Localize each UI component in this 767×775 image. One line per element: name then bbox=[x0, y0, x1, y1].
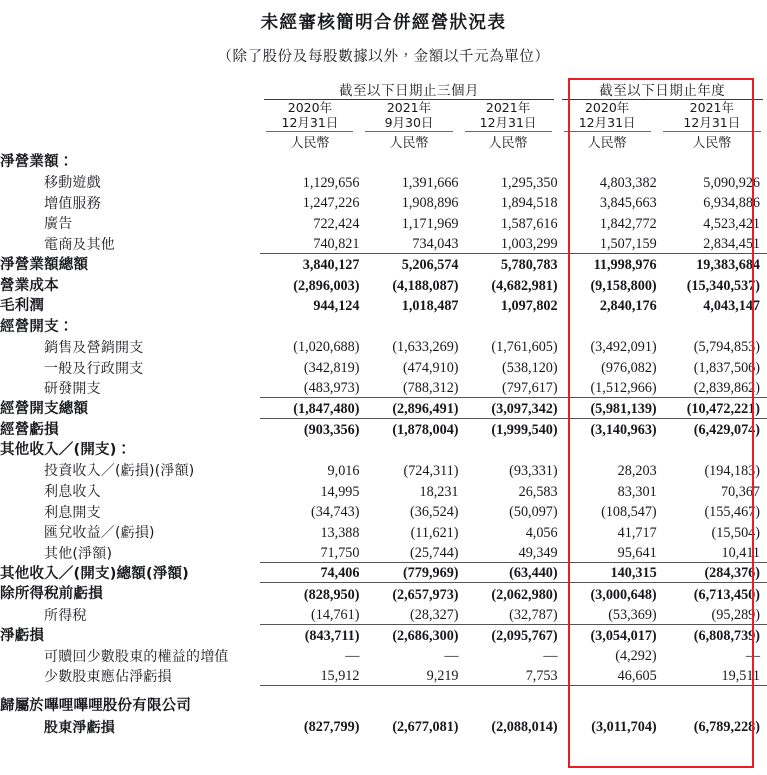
cell-value: 46,605 bbox=[558, 665, 657, 686]
column-day-2: 9月30日 bbox=[384, 115, 434, 131]
cell-value bbox=[657, 439, 767, 460]
cell-value: (2,896,491) bbox=[359, 398, 458, 419]
cell-value: (2,095,767) bbox=[491, 627, 558, 644]
cell-value: (342,819) bbox=[303, 360, 360, 377]
cell-value: 83,301 bbox=[617, 483, 657, 500]
cell-value: (2,088,014) bbox=[491, 719, 558, 736]
column-day-3: 12月31日 bbox=[479, 115, 537, 131]
cell-value: (284,376) bbox=[657, 562, 767, 583]
cell-value: (108,547) bbox=[601, 504, 657, 521]
table-row bbox=[0, 171, 767, 192]
cell-value: (63,440) bbox=[459, 562, 558, 583]
cell-value: (93,331) bbox=[509, 463, 558, 479]
cell-value: 95,641 bbox=[558, 542, 657, 563]
cell-value: (2,896,003) bbox=[293, 277, 360, 294]
cell-value: (36,524) bbox=[410, 504, 459, 521]
cell-value: 1,247,226 bbox=[302, 195, 360, 212]
table-row bbox=[0, 501, 767, 522]
row-label: 一般及行政開支 bbox=[44, 360, 144, 377]
table-row bbox=[0, 315, 767, 336]
currency-4: 人民幣 bbox=[587, 135, 627, 151]
cell-value: 3,845,663 bbox=[599, 195, 657, 212]
cell-value bbox=[558, 695, 657, 716]
cell-value: — bbox=[345, 648, 360, 665]
cell-value: 722,424 bbox=[313, 215, 360, 232]
row-label: 廣告 bbox=[44, 216, 73, 233]
cell-value: — bbox=[444, 648, 459, 665]
cell-value: (1,020,688) bbox=[293, 339, 360, 356]
cell-value: (53,369) bbox=[558, 604, 657, 625]
cell-value: (2,677,081) bbox=[392, 719, 459, 736]
column-year-4: 2020年 bbox=[584, 100, 630, 115]
cell-value: (3,097,342) bbox=[459, 398, 558, 419]
cell-value bbox=[657, 315, 767, 336]
table-row bbox=[0, 624, 767, 645]
cell-value: 5,780,783 bbox=[500, 257, 558, 274]
row-label: 經營虧損 bbox=[0, 421, 59, 438]
cell-value bbox=[657, 151, 767, 172]
cell-value: (32,787) bbox=[459, 604, 558, 625]
row-label: 銷售及營銷開支 bbox=[44, 339, 144, 356]
table-row bbox=[0, 716, 767, 737]
cell-value: 1,003,299 bbox=[459, 233, 558, 254]
cell-value: (6,808,739) bbox=[693, 627, 760, 644]
row-label: 投資收入／(虧損)(淨額) bbox=[44, 463, 195, 480]
cell-value bbox=[359, 439, 458, 460]
table-row bbox=[0, 274, 767, 295]
cell-value: 1,295,350 bbox=[500, 174, 558, 191]
cell-value: 11,998,976 bbox=[593, 257, 657, 274]
row-label: 其他收入／(開支)： bbox=[0, 442, 132, 459]
cell-value: 10,411 bbox=[657, 542, 767, 563]
cell-value bbox=[558, 315, 657, 336]
row-label: 其他(淨額) bbox=[44, 545, 113, 562]
cell-value: 74,406 bbox=[260, 562, 359, 583]
cell-value: 1,018,487 bbox=[401, 298, 459, 315]
cell-value: (903,356) bbox=[303, 421, 360, 438]
cell-value bbox=[260, 315, 359, 336]
cell-value: — bbox=[745, 648, 760, 665]
cell-value: (2,839,862) bbox=[657, 377, 767, 398]
cell-value: 140,315 bbox=[558, 562, 657, 583]
row-label: 增值服務 bbox=[44, 195, 101, 212]
column-dates-row bbox=[0, 100, 767, 131]
cell-value: (4,682,981) bbox=[491, 277, 558, 294]
cell-value: 14,995 bbox=[320, 483, 360, 500]
cell-value: (5,794,853) bbox=[693, 339, 760, 356]
cell-value bbox=[459, 695, 558, 716]
row-label: 經營開支總額 bbox=[0, 401, 89, 418]
cell-value: (6,429,074) bbox=[693, 421, 760, 438]
cell-value: 4,803,382 bbox=[599, 174, 657, 191]
cell-value: 5,206,574 bbox=[401, 257, 459, 274]
dates-spacer bbox=[0, 100, 260, 131]
cell-value: 9,219 bbox=[359, 665, 458, 686]
row-label: 利息開支 bbox=[44, 504, 101, 521]
row-label: 毛利潤 bbox=[0, 298, 45, 315]
row-label: 移動遊戲 bbox=[44, 175, 101, 192]
cell-value: (50,097) bbox=[509, 504, 558, 521]
cell-value: 19,511 bbox=[657, 665, 767, 686]
cell-value: 1,894,518 bbox=[500, 195, 558, 212]
table-row bbox=[0, 583, 767, 604]
cell-value: (3,140,963) bbox=[590, 421, 657, 438]
row-label: 除所得稅前虧損 bbox=[0, 586, 103, 603]
row-label: 可贖回少數股東的權益的增值 bbox=[44, 648, 229, 665]
currency-3: 人民幣 bbox=[488, 135, 528, 151]
cell-value: 13,388 bbox=[320, 524, 360, 541]
cell-value: (2,657,973) bbox=[392, 586, 459, 603]
cell-value: 9,016 bbox=[327, 463, 360, 479]
cell-value: (538,120) bbox=[502, 360, 558, 377]
page-title: 未經審核簡明合併經營狀況表 bbox=[260, 13, 507, 33]
row-label: 研發開支 bbox=[44, 381, 101, 398]
cell-value: (194,183) bbox=[704, 463, 760, 479]
row-label: 電商及其他 bbox=[44, 236, 115, 253]
cell-value bbox=[260, 695, 359, 716]
column-group-row bbox=[0, 78, 767, 99]
cell-value: 734,043 bbox=[359, 233, 458, 254]
column-day-1: 12月31日 bbox=[281, 115, 339, 131]
cell-value bbox=[657, 695, 767, 716]
row-spacer-cell bbox=[0, 686, 767, 695]
cell-value: (3,492,091) bbox=[590, 339, 657, 356]
cell-value: 3,840,127 bbox=[302, 257, 360, 274]
cell-value: 1,908,896 bbox=[401, 195, 459, 212]
cell-value: (779,969) bbox=[359, 562, 458, 583]
cell-value: (11,621) bbox=[410, 524, 459, 541]
page-subtitle: （除了股份及每股數據以外，金額以千元為單位） bbox=[217, 49, 550, 66]
cell-value: 71,750 bbox=[260, 542, 359, 563]
table-row bbox=[0, 418, 767, 439]
cell-value: (6,713,450) bbox=[693, 586, 760, 603]
table-row bbox=[0, 253, 767, 274]
cell-value: 70,367 bbox=[720, 483, 760, 500]
cell-value: (1,878,004) bbox=[392, 421, 459, 438]
table-row bbox=[0, 336, 767, 357]
table-row bbox=[0, 233, 767, 254]
row-label: 少數股東應佔淨虧損 bbox=[44, 669, 172, 686]
cell-value: (1,761,605) bbox=[491, 339, 558, 356]
currency-1: 人民幣 bbox=[290, 135, 330, 151]
cell-value bbox=[359, 315, 458, 336]
cell-value: (25,744) bbox=[359, 542, 458, 563]
table-row bbox=[0, 480, 767, 501]
cell-value: 1,587,616 bbox=[500, 215, 558, 232]
cell-value: 1,391,666 bbox=[401, 174, 459, 191]
cell-value: 15,912 bbox=[260, 665, 359, 686]
cell-value: 28,203 bbox=[617, 463, 657, 479]
cell-value: (843,711) bbox=[304, 627, 360, 644]
table-row bbox=[0, 562, 767, 583]
currency-spacer bbox=[0, 132, 260, 151]
column-group-full-year: 截至以下日期止年度 bbox=[599, 83, 726, 99]
cell-value: 2,840,176 bbox=[599, 298, 657, 315]
row-label: 淨營業額： bbox=[0, 153, 74, 170]
cell-value: 1,097,802 bbox=[500, 298, 558, 315]
cell-value: (3,011,704) bbox=[591, 719, 657, 736]
cell-value: 4,056 bbox=[525, 524, 558, 541]
cell-value: (3,000,648) bbox=[590, 586, 657, 603]
cell-value: (724,311) bbox=[403, 463, 459, 479]
row-label: 股東淨虧損 bbox=[44, 719, 115, 736]
cell-value bbox=[260, 151, 359, 172]
cell-value: 1,507,159 bbox=[558, 233, 657, 254]
table-row bbox=[0, 439, 767, 460]
row-label: 營業成本 bbox=[0, 277, 59, 294]
column-year-2: 2021年 bbox=[386, 100, 432, 115]
row-label: 其他收入／(開支)總額(淨額) bbox=[0, 565, 190, 582]
cell-value: 49,349 bbox=[459, 542, 558, 563]
cell-value: (2,686,300) bbox=[392, 627, 459, 644]
cell-value: (788,312) bbox=[359, 377, 458, 398]
column-year-5: 2021年 bbox=[689, 100, 734, 115]
table-row bbox=[0, 521, 767, 542]
cell-value: 2,834,451 bbox=[657, 233, 767, 254]
table-row bbox=[0, 459, 767, 480]
column-date-1 bbox=[260, 100, 359, 131]
cell-value: (4,188,087) bbox=[392, 277, 459, 294]
financial-statement-table bbox=[0, 78, 767, 736]
table-body bbox=[0, 151, 767, 737]
financial-statement-table-wrapper bbox=[0, 78, 767, 736]
cell-value: 18,231 bbox=[419, 483, 459, 500]
cell-value: 7,753 bbox=[459, 665, 558, 686]
cell-value: (1,847,480) bbox=[260, 398, 359, 419]
currency-2: 人民幣 bbox=[389, 135, 429, 151]
cell-value bbox=[359, 695, 458, 716]
cell-value bbox=[558, 151, 657, 172]
table-row bbox=[0, 212, 767, 233]
table-row bbox=[0, 645, 767, 666]
column-day-5: 12月31日 bbox=[683, 115, 741, 131]
cell-value: 1,129,656 bbox=[302, 174, 360, 191]
cell-value: 41,717 bbox=[617, 524, 657, 541]
cell-value: (95,289) bbox=[657, 604, 767, 625]
row-label: 經營開支： bbox=[0, 318, 74, 335]
cell-value: (6,789,228) bbox=[693, 719, 760, 736]
column-year-3: 2021年 bbox=[485, 100, 531, 115]
cell-value: (15,504) bbox=[711, 524, 760, 541]
cell-value bbox=[359, 151, 458, 172]
currency-row bbox=[0, 132, 767, 151]
cell-value: 19,383,684 bbox=[696, 257, 760, 274]
table-row bbox=[0, 665, 767, 686]
column-date-5 bbox=[657, 100, 767, 131]
cell-value: 1,171,969 bbox=[401, 215, 459, 232]
table-row bbox=[0, 604, 767, 625]
cell-value: (474,910) bbox=[402, 360, 459, 377]
cell-value: 944,124 bbox=[313, 298, 360, 315]
cell-value: 1,842,772 bbox=[599, 215, 657, 232]
column-group-three-months: 截至以下日期止三個月 bbox=[339, 83, 480, 99]
table-row bbox=[0, 695, 767, 716]
cell-value: — bbox=[543, 648, 558, 665]
cell-value bbox=[558, 439, 657, 460]
column-date-4 bbox=[558, 100, 657, 131]
cell-value: (1,512,966) bbox=[558, 377, 657, 398]
cell-value: 740,821 bbox=[260, 233, 359, 254]
table-header bbox=[0, 78, 767, 151]
cell-value: (4,292) bbox=[615, 648, 657, 665]
cell-value: (1,999,540) bbox=[491, 421, 558, 438]
cell-value bbox=[459, 151, 558, 172]
cell-value: (3,054,017) bbox=[590, 627, 657, 644]
cell-value: (976,082) bbox=[601, 360, 657, 377]
table-row bbox=[0, 377, 767, 398]
row-label: 匯兌收益／(虧損) bbox=[44, 525, 155, 542]
header-spacer bbox=[0, 78, 260, 99]
cell-value: (155,467) bbox=[704, 504, 760, 521]
cell-value bbox=[459, 439, 558, 460]
currency-5: 人民幣 bbox=[692, 135, 732, 151]
row-label: 淨營業額總額 bbox=[0, 256, 89, 273]
cell-value: (828,950) bbox=[303, 586, 360, 603]
column-day-4: 12月31日 bbox=[578, 115, 636, 131]
cell-value: (797,617) bbox=[459, 377, 558, 398]
cell-value: (2,062,980) bbox=[491, 586, 558, 603]
table-row bbox=[0, 192, 767, 213]
row-label: 歸屬於嗶哩嗶哩股份有限公司 bbox=[0, 698, 192, 715]
cell-value: (5,981,139) bbox=[558, 398, 657, 419]
cell-value: 26,583 bbox=[518, 483, 558, 500]
cell-value: (34,743) bbox=[311, 504, 360, 521]
table-row bbox=[0, 295, 767, 316]
cell-value: 4,523,421 bbox=[703, 215, 760, 232]
cell-value: (1,633,269) bbox=[392, 339, 459, 356]
cell-value: (483,973) bbox=[260, 377, 359, 398]
table-row bbox=[0, 542, 767, 563]
cell-value: (827,799) bbox=[303, 719, 360, 736]
cell-value bbox=[260, 439, 359, 460]
column-date-3 bbox=[459, 100, 558, 131]
row-label: 所得稅 bbox=[44, 607, 87, 624]
cell-value: (15,340,537) bbox=[686, 277, 760, 294]
cell-value: (9,158,800) bbox=[590, 277, 657, 294]
table-row bbox=[0, 151, 767, 172]
table-row bbox=[0, 398, 767, 419]
cell-value: (14,761) bbox=[260, 604, 359, 625]
row-label: 利息收入 bbox=[44, 484, 101, 501]
column-year-1: 2020年 bbox=[287, 100, 333, 115]
row-spacer bbox=[0, 686, 767, 695]
cell-value: 6,934,886 bbox=[703, 195, 760, 212]
cell-value: (1,837,506) bbox=[693, 360, 760, 377]
table-row bbox=[0, 356, 767, 377]
cell-value: 4,043,147 bbox=[703, 298, 760, 315]
cell-value bbox=[459, 315, 558, 336]
cell-value: (10,472,221) bbox=[657, 398, 767, 419]
cell-value: 5,090,926 bbox=[703, 174, 760, 191]
row-label: 淨虧損 bbox=[0, 627, 45, 644]
cell-value: (28,327) bbox=[359, 604, 458, 625]
column-date-2 bbox=[359, 100, 458, 131]
